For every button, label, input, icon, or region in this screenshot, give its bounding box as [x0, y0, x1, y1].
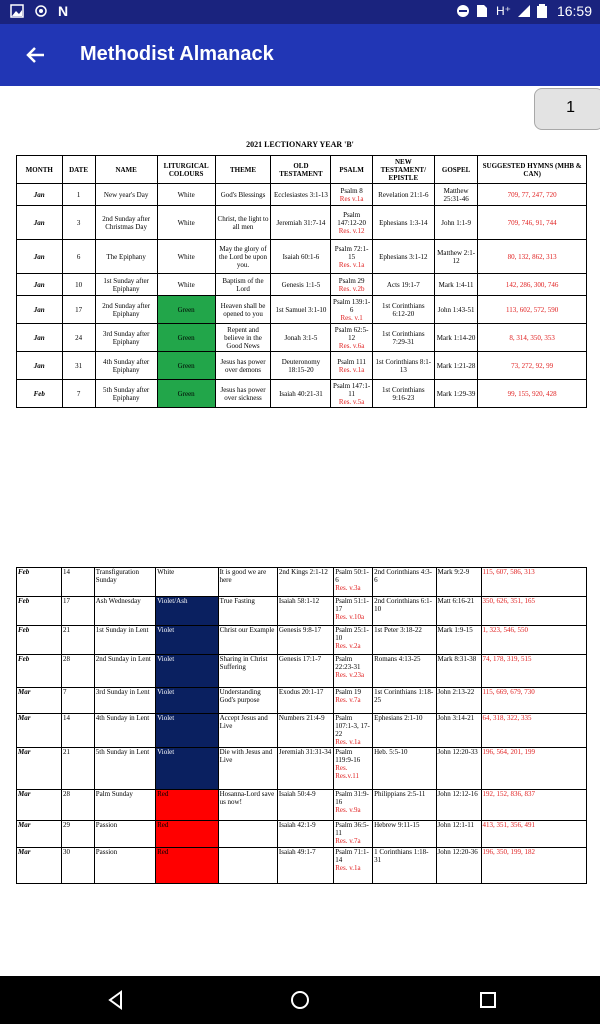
name-cell: 3rd Sunday after Epiphany — [95, 324, 157, 352]
month-cell: Feb — [17, 626, 62, 655]
table-row — [17, 748, 587, 790]
psalm-text: Psalm 139:1-6 — [333, 297, 371, 314]
response-text: Res. v.1a — [335, 738, 361, 746]
theme-cell: Sharing in Christ Suffering — [218, 655, 277, 688]
app-bar — [0, 24, 600, 86]
psalm-text: Psalm 8 — [340, 186, 363, 195]
psalm-cell — [331, 184, 372, 206]
hymns-cell: 192, 152, 836, 837 — [481, 790, 586, 821]
hymns-cell: 80, 132, 862, 313 — [478, 240, 587, 274]
colour-cell: Violet — [156, 655, 218, 688]
theme-cell: Repent and believe in the Good News — [215, 324, 271, 352]
name-cell: 5th Sunday after Epiphany — [95, 380, 157, 408]
month-cell: Jan — [17, 206, 63, 240]
date-cell: 21 — [62, 748, 95, 790]
psalm-text: Psalm 51:1-17 — [335, 597, 369, 613]
theme-cell: Accept Jesus and Live — [218, 714, 277, 748]
name-cell: 4th Sunday in Lent — [94, 714, 155, 748]
response-text: Res. v.6a — [338, 341, 365, 350]
response-text: Res. v.23a — [335, 671, 365, 679]
psalm-cell — [334, 597, 373, 626]
theme-cell: True Fasting — [218, 597, 277, 626]
table-row — [17, 296, 587, 324]
old-testament-cell: Isaiah 42:1-9 — [277, 821, 333, 848]
lectionary-title: 2021 LECTIONARY YEAR 'B' — [246, 140, 354, 149]
hymns-cell: 413, 351, 356, 491 — [481, 821, 586, 848]
column-header: NEW TESTAMENT/ EPISTLE — [372, 156, 434, 184]
date-cell: 28 — [62, 790, 95, 821]
new-testament-cell: Revelation 21:1-6 — [372, 184, 434, 206]
hymns-cell: 74, 178, 319, 515 — [481, 655, 586, 688]
colour-cell: Violet — [156, 688, 218, 714]
colour-cell: Green — [157, 352, 215, 380]
old-testament-cell: Jeremiah 31:7-14 — [271, 206, 331, 240]
gospel-cell: Mark 1:21-28 — [434, 352, 477, 380]
colour-cell: White — [157, 184, 215, 206]
old-testament-cell: Genesis 17:1-7 — [277, 655, 333, 688]
theme-cell — [218, 821, 277, 848]
colour-cell: Red — [156, 790, 218, 821]
colour-cell: White — [157, 274, 215, 296]
gospel-cell: Mark 8:31-38 — [436, 655, 481, 688]
psalm-text: Psalm 111 — [337, 357, 367, 366]
sim-icon — [476, 4, 490, 18]
psalm-cell — [334, 748, 373, 790]
colour-cell: Violet/Ash — [156, 597, 218, 626]
gospel-cell: Matthew 2:1-12 — [434, 240, 477, 274]
table-header-row — [17, 156, 587, 184]
column-header: DATE — [62, 156, 95, 184]
table-row — [17, 688, 587, 714]
name-cell: Passion — [94, 848, 155, 884]
response-text: Res. v.5a — [338, 397, 365, 406]
psalm-cell — [334, 714, 373, 748]
signal-icon — [517, 4, 531, 18]
name-cell: 1st Sunday in Lent — [94, 626, 155, 655]
colour-cell: White — [157, 206, 215, 240]
hymns-cell: 196, 350, 199, 182 — [481, 848, 586, 884]
psalm-text: Psalm 19 — [335, 688, 362, 696]
response-text: Res. v.2a — [335, 642, 361, 650]
hymns-cell: 99, 155, 920, 428 — [478, 380, 587, 408]
psalm-text: Psalm 62:5-12 — [334, 325, 369, 342]
gospel-cell: Mark 1:29-39 — [434, 380, 477, 408]
colour-cell: White — [157, 240, 215, 274]
old-testament-cell: Isaiah 49:1-7 — [277, 848, 333, 884]
name-cell: 2nd Sunday after Epiphany — [95, 296, 157, 324]
month-cell: Feb — [17, 380, 63, 408]
status-bar — [0, 0, 600, 24]
page-number-badge — [534, 88, 600, 130]
back-arrow-icon[interactable] — [22, 41, 50, 69]
date-cell: 6 — [62, 240, 95, 274]
name-cell: 2nd Sunday in Lent — [94, 655, 155, 688]
new-testament-cell: Philippians 2:5-11 — [373, 790, 436, 821]
psalm-cell — [334, 568, 373, 597]
gospel-cell: John 12:1-11 — [436, 821, 481, 848]
month-cell: Feb — [17, 597, 62, 626]
response-text: Res. v.7a — [335, 837, 361, 845]
colour-cell: Green — [157, 296, 215, 324]
column-header: NAME — [95, 156, 157, 184]
gospel-cell: John 1:1-9 — [434, 206, 477, 240]
table-row — [17, 597, 587, 626]
new-testament-cell: Acts 19:1-7 — [372, 274, 434, 296]
back-triangle-icon[interactable] — [104, 988, 128, 1012]
theme-cell: Heaven shall be opened to you — [215, 296, 271, 324]
new-testament-cell: Ephesians 1:3-14 — [372, 206, 434, 240]
name-cell: 4th Sunday after Epiphany — [95, 352, 157, 380]
column-header: MONTH — [17, 156, 63, 184]
month-cell: Mar — [17, 748, 62, 790]
old-testament-cell: Jeremiah 31:31-34 — [277, 748, 333, 790]
battery-icon — [537, 4, 551, 18]
new-testament-cell: 1st Corinthians 1:18-25 — [373, 688, 436, 714]
hymns-cell: 73, 272, 92, 99 — [478, 352, 587, 380]
month-cell: Mar — [17, 848, 62, 884]
theme-cell — [218, 848, 277, 884]
table-row — [17, 184, 587, 206]
old-testament-cell: 1st Samuel 3:1-10 — [271, 296, 331, 324]
colour-cell: White — [156, 568, 218, 597]
psalm-text: Psalm 29 — [338, 276, 365, 285]
response-text: Res. v.2b — [338, 284, 365, 293]
old-testament-cell: Genesis 1:1-5 — [271, 274, 331, 296]
column-header: OLD TESTAMENT — [271, 156, 331, 184]
old-testament-cell: Ecclesiastes 3:1-13 — [271, 184, 331, 206]
colour-cell: Violet — [156, 748, 218, 790]
month-cell: Mar — [17, 688, 62, 714]
table-row — [17, 655, 587, 688]
gospel-cell: John 12:12-16 — [436, 790, 481, 821]
psalm-text: Psalm 147:12-20 — [337, 210, 367, 227]
recents-square-icon[interactable] — [476, 988, 500, 1012]
response-text: Res v.1a — [339, 194, 364, 203]
month-cell: Jan — [17, 184, 63, 206]
month-cell: Feb — [17, 655, 62, 688]
psalm-cell — [334, 790, 373, 821]
response-text: Res. v.7a — [335, 696, 361, 704]
psalm-cell — [331, 240, 372, 274]
date-cell: 17 — [62, 597, 95, 626]
psalm-cell — [334, 821, 373, 848]
image-icon — [10, 4, 24, 18]
old-testament-cell: 2nd Kings 2:1-12 — [277, 568, 333, 597]
hymns-cell: 709, 77, 247, 720 — [478, 184, 587, 206]
lectionary-table-bottom — [16, 567, 587, 884]
gospel-cell: John 12:20-36 — [436, 848, 481, 884]
date-cell: 21 — [62, 626, 95, 655]
month-cell: Jan — [17, 240, 63, 274]
date-cell: 7 — [62, 380, 95, 408]
gospel-cell: John 3:14-21 — [436, 714, 481, 748]
hotspot-icon — [34, 4, 48, 18]
theme-cell: May the glory of the Lord be upon you. — [215, 240, 271, 274]
gospel-cell: John 12:20-33 — [436, 748, 481, 790]
name-cell: Passion — [94, 821, 155, 848]
new-testament-cell: 1st Corinthians 8:1-13 — [372, 352, 434, 380]
minus-circle-icon — [456, 4, 470, 18]
colour-cell: Green — [157, 324, 215, 352]
table-row — [17, 380, 587, 408]
gospel-cell: John 2:13-22 — [436, 688, 481, 714]
psalm-text: Psalm 119:9-16 — [335, 748, 361, 764]
psalm-cell — [331, 206, 372, 240]
month-cell: Jan — [17, 274, 63, 296]
lectionary-table-top — [16, 155, 587, 408]
page-number: 1 — [566, 99, 575, 116]
response-text: Res. v.3a — [335, 584, 361, 592]
gospel-cell: Matthew 25:31-46 — [434, 184, 477, 206]
navigation-bar — [0, 976, 600, 1024]
column-header: GOSPEL — [434, 156, 477, 184]
table-row — [17, 714, 587, 748]
psalm-text: Psalm 22:23-31 — [335, 655, 361, 671]
name-cell: The Epiphany — [95, 240, 157, 274]
psalm-cell — [331, 324, 372, 352]
name-cell: Palm Sunday — [94, 790, 155, 821]
response-text: Res. v.12 — [338, 226, 365, 235]
month-cell: Mar — [17, 821, 62, 848]
new-testament-cell: 2nd Corinthians 4:3-6 — [373, 568, 436, 597]
table-row — [17, 821, 587, 848]
table-row — [17, 790, 587, 821]
name-cell: New year's Day — [95, 184, 157, 206]
month-cell: Mar — [17, 790, 62, 821]
column-header: LITURGICAL COLOURS — [157, 156, 215, 184]
theme-cell: Jesus has power over demons — [215, 352, 271, 380]
table-row — [17, 324, 587, 352]
theme-cell: Christ, the light to all men — [215, 206, 271, 240]
column-header: PSALM — [331, 156, 372, 184]
name-cell: Transfiguration Sunday — [94, 568, 155, 597]
theme-cell: Die with Jesus and Live — [218, 748, 277, 790]
new-testament-cell: 1st Corinthians 6:12-20 — [372, 296, 434, 324]
colour-cell: Green — [157, 380, 215, 408]
table-row — [17, 240, 587, 274]
date-cell: 7 — [62, 688, 95, 714]
new-testament-cell: 2nd Corinthians 6:1-10 — [373, 597, 436, 626]
table-row — [17, 352, 587, 380]
old-testament-cell: Jonah 3:1-5 — [271, 324, 331, 352]
theme-cell: God's Blessings — [215, 184, 271, 206]
response-text: Res. v.1a — [338, 365, 365, 374]
response-text: Res. v.10a — [335, 613, 365, 621]
theme-cell: Christ our Example — [218, 626, 277, 655]
gospel-cell: Mark 9:2-9 — [436, 568, 481, 597]
theme-cell: Understanding God's purpose — [218, 688, 277, 714]
old-testament-cell: Isaiah 58:1-12 — [277, 597, 333, 626]
hymns-cell: 142, 286, 300, 746 — [478, 274, 587, 296]
colour-cell: Violet — [156, 714, 218, 748]
psalm-cell — [331, 380, 372, 408]
gospel-cell: Matt 6:16-21 — [436, 597, 481, 626]
psalm-cell — [334, 848, 373, 884]
theme-cell: Baptism of the Lord — [215, 274, 271, 296]
table-row — [17, 848, 587, 884]
month-cell: Feb — [17, 568, 62, 597]
hymns-cell: 8, 314, 350, 353 — [478, 324, 587, 352]
psalm-text: Psalm 72:1-15 — [334, 244, 369, 261]
date-cell: 17 — [62, 296, 95, 324]
name-cell: 1st Sunday after Epiphany — [95, 274, 157, 296]
response-text: Res. Res.v.11 — [335, 764, 359, 780]
colour-cell: Red — [156, 821, 218, 848]
name-cell: 5th Sunday in Lent — [94, 748, 155, 790]
table-row — [17, 568, 587, 597]
theme-cell: It is good we are here — [218, 568, 277, 597]
home-circle-icon[interactable] — [288, 988, 312, 1012]
name-cell: Ash Wednesday — [94, 597, 155, 626]
psalm-text: Psalm 25:1-10 — [335, 626, 369, 642]
date-cell: 3 — [62, 206, 95, 240]
new-testament-cell: Ephesians 3:1-12 — [372, 240, 434, 274]
gospel-cell: John 1:43-51 — [434, 296, 477, 324]
theme-cell: Jesus has power over sickness — [215, 380, 271, 408]
date-cell: 1 — [62, 184, 95, 206]
response-text: Res. v.1 — [340, 313, 363, 322]
psalm-text: Psalm 31:9-16 — [335, 790, 369, 806]
old-testament-cell: Isaiah 50:4-9 — [277, 790, 333, 821]
n-logo-icon: N — [58, 3, 69, 19]
response-text: Res. v.1a — [335, 864, 361, 872]
old-testament-cell: Exodus 20:1-17 — [277, 688, 333, 714]
new-testament-cell: 1st Corinthians 9:16-23 — [372, 380, 434, 408]
network-type: H⁺ — [495, 4, 511, 18]
hymns-cell: 1, 323, 546, 550 — [481, 626, 586, 655]
column-header: THEME — [215, 156, 271, 184]
psalm-text: Psalm 36:5-11 — [335, 821, 369, 837]
app-title: Methodist Almanack — [80, 43, 274, 65]
response-text: Res. v.1a — [338, 260, 365, 269]
date-cell: 30 — [62, 848, 95, 884]
psalm-cell — [334, 688, 373, 714]
new-testament-cell: Heb. 5:5-10 — [373, 748, 436, 790]
date-cell: 14 — [62, 714, 95, 748]
gospel-cell: Mark 1:9-15 — [436, 626, 481, 655]
old-testament-cell: Isaiah 40:21-31 — [271, 380, 331, 408]
hymns-cell: 196, 564, 201, 199 — [481, 748, 586, 790]
psalm-text: Psalm 107:1-3, 17-22 — [335, 714, 370, 738]
date-cell: 14 — [62, 568, 95, 597]
colour-cell: Red — [156, 848, 218, 884]
psalm-text: Psalm 71:1-14 — [335, 848, 369, 864]
psalm-cell — [331, 352, 372, 380]
theme-cell: Hosanna-Lord save us now! — [218, 790, 277, 821]
month-cell: Jan — [17, 352, 63, 380]
new-testament-cell: Ephesians 2:1-10 — [373, 714, 436, 748]
month-cell: Jan — [17, 324, 63, 352]
new-testament-cell: Romans 4:13-25 — [373, 655, 436, 688]
psalm-text: Psalm 147:1-11 — [333, 381, 371, 398]
clock: 16:59 — [556, 3, 592, 19]
month-cell: Jan — [17, 296, 63, 324]
date-cell: 24 — [62, 324, 95, 352]
date-cell: 31 — [62, 352, 95, 380]
new-testament-cell: Hebrew 9:11-15 — [373, 821, 436, 848]
psalm-text: Psalm 50:1-6 — [335, 568, 369, 584]
table-row — [17, 626, 587, 655]
date-cell: 10 — [62, 274, 95, 296]
name-cell: 3rd Sunday in Lent — [94, 688, 155, 714]
hymns-cell: 113, 602, 572, 590 — [478, 296, 587, 324]
hymns-cell: 115, 669, 679, 730 — [481, 688, 586, 714]
hymns-cell: 115, 607, 586, 313 — [481, 568, 586, 597]
column-header: SUGGESTED HYMNS (MHB & CAN) — [478, 156, 587, 184]
old-testament-cell: Deuteronomy 18:15-20 — [271, 352, 331, 380]
psalm-cell — [331, 274, 372, 296]
new-testament-cell: 1st Peter 3:18-22 — [373, 626, 436, 655]
psalm-cell — [334, 626, 373, 655]
date-cell: 29 — [62, 821, 95, 848]
colour-cell: Violet — [156, 626, 218, 655]
month-cell: Mar — [17, 714, 62, 748]
psalm-cell — [331, 296, 372, 324]
table-row — [17, 274, 587, 296]
table-row — [17, 206, 587, 240]
psalm-cell — [334, 655, 373, 688]
old-testament-cell: Genesis 9:8-17 — [277, 626, 333, 655]
new-testament-cell: 1st Corinthians 7:29-31 — [372, 324, 434, 352]
old-testament-cell: Isaiah 60:1-6 — [271, 240, 331, 274]
old-testament-cell: Numbers 21:4-9 — [277, 714, 333, 748]
new-testament-cell: 1 Corinthians 1:18-31 — [373, 848, 436, 884]
gospel-cell: Mark 1:4-11 — [434, 274, 477, 296]
name-cell: 2nd Sunday after Christmas Day — [95, 206, 157, 240]
hymns-cell: 64, 318, 322, 335 — [481, 714, 586, 748]
hymns-cell: 709, 746, 91, 744 — [478, 206, 587, 240]
gospel-cell: Mark 1:14-20 — [434, 324, 477, 352]
hymns-cell: 350, 626, 351, 165 — [481, 597, 586, 626]
date-cell: 28 — [62, 655, 95, 688]
response-text: Res. v.9a — [335, 806, 361, 814]
